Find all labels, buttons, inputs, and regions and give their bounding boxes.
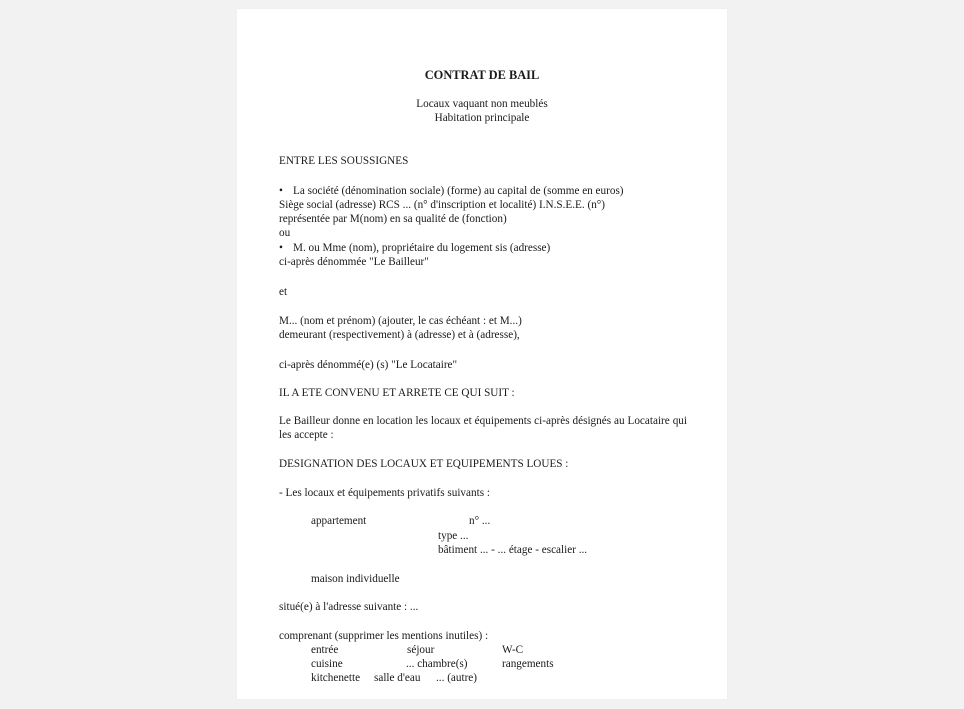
batiment-label: bâtiment ... - ... étage - escalier ...: [438, 544, 588, 556]
subtitle-line-1: Locaux vaquant non meublés: [416, 98, 548, 110]
autre-label: ... (autre): [436, 672, 477, 684]
appartement-label: appartement: [311, 515, 367, 527]
locataire-line-1: M... (nom et prénom) (ajouter, le cas échéant : et M...): [279, 315, 522, 327]
et-text: et: [279, 286, 288, 298]
document-page: [237, 9, 727, 699]
cuisine-label: cuisine: [311, 658, 343, 670]
convenu-heading: IL A ETE CONVENU ET ARRETE CE QUI SUIT :: [279, 387, 515, 399]
subtitle-line-2: Habitation principale: [434, 112, 530, 124]
chambres-label: ... chambre(s): [406, 658, 468, 670]
situe-line: situé(e) à l'adresse suivante : ...: [279, 601, 419, 613]
type-label: type ...: [438, 530, 469, 542]
locataire-line-2: demeurant (respectivement) à (adresse) et à (adresse),: [279, 329, 520, 341]
societe-line-1: La société (dénomination sociale) (forme) au capital de (somme en euros): [293, 185, 624, 197]
proprietaire-line: M. ou Mme (nom), propriétaire du logement sis (adresse): [293, 242, 551, 254]
privatifs-line: - Les locaux et équipements privatifs suivants :: [279, 487, 490, 499]
kitchenette-label: kitchenette: [311, 672, 361, 684]
bullet-icon: •: [279, 185, 283, 197]
wc-label: W-C: [502, 644, 524, 656]
maison-label: maison individuelle: [311, 573, 400, 585]
ou-text: ou: [279, 227, 291, 239]
salle-eau-label: salle d'eau: [374, 672, 421, 684]
societe-line-1-row: [279, 184, 624, 198]
sejour-label: séjour: [407, 644, 435, 656]
entree-label: entrée: [311, 644, 339, 656]
designation-heading: DESIGNATION DES LOCAUX ET EQUIPEMENTS LOUES :: [279, 458, 569, 470]
locataire-denomme: ci-après dénommé(e) (s) "Le Locataire": [279, 359, 458, 371]
societe-line-3: représentée par M(nom) en sa qualité de (fonction): [279, 213, 507, 225]
rangements-label: rangements: [502, 658, 554, 670]
bailleur-line: ci-après dénommée "Le Bailleur": [279, 256, 429, 268]
bullet-icon: •: [279, 242, 283, 254]
entre-heading: ENTRE LES SOUSSIGNES: [279, 155, 409, 167]
location-paragraph: Le Bailleur donne en location les locaux et équipements ci-après désignés au Locataire qui les accepte :: [279, 415, 687, 441]
document-title: CONTRAT DE BAIL: [424, 68, 540, 82]
proprietaire-row: [279, 241, 550, 255]
numero-label: n° ...: [469, 515, 491, 527]
societe-line-2: Siège social (adresse) RCS ... (n° d'inscription et localité) I.N.S.E.E. (n°): [279, 199, 606, 211]
comprenant-line: comprenant (supprimer les mentions inutiles) :: [279, 630, 489, 642]
